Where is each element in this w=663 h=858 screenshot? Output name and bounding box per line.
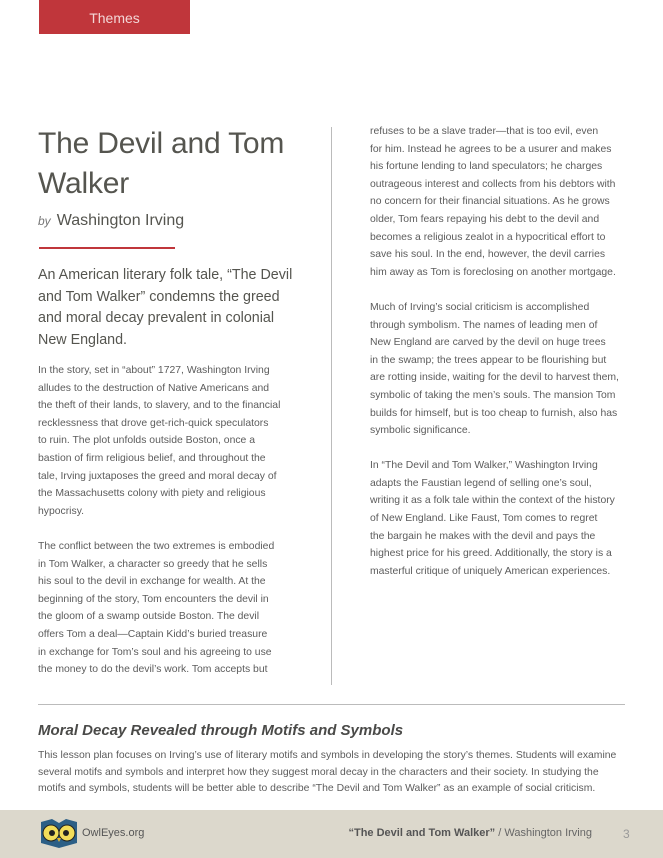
footer bbox=[0, 810, 663, 858]
owl-logo-icon bbox=[40, 819, 78, 849]
column-divider bbox=[331, 127, 332, 685]
author-name: Washington Irving bbox=[56, 212, 185, 229]
lede: An American literary folk tale, “The Devil and Tom Walker” condemns the greed and moral decay prevalent in colonial New England. bbox=[38, 267, 293, 348]
section-tag: Themes bbox=[39, 0, 190, 34]
page-number: 3 bbox=[623, 827, 630, 841]
byline bbox=[38, 212, 184, 230]
paragraph: The conflict between the two extremes is embodied in Tom Walker, a character so greedy that he sells his soul to the devil in exchange for wealth. At the beginning of the story, Tom encounters the devil in the gloom of a swamp outside Boston. The devil offers Tom a deal—Captain Kidd’s buried treasure in exchange for Tom’s soul and his agreeing to use the money to do the devil’s work. Tom accepts but bbox=[38, 540, 275, 676]
paragraph: refuses to be a slave trader—that is too evil, even for him. Instead he agrees to be a usurer and makes his fortune lending to land speculators; he charges outrageous interest and collects from his debtors with no concern for their financial situations. As he grows older, Tom fears repaying his debt to the devil and becomes a religious zealot in a hypocritical effort to save his soul. In the end, however, the devil carries him away as Tom is foreclosing on another mortgage. bbox=[370, 126, 616, 278]
byline-by: by bbox=[38, 214, 51, 228]
footer-author: / Washington Irving bbox=[495, 827, 592, 839]
footer-work-title bbox=[348, 827, 592, 839]
paragraph: In “The Devil and Tom Walker,” Washington Irving adapts the Faustian legend of selling one’s soul, writing it as a folk tale within the context of the history of New England. Like Faust, Tom comes to regret the bargain he makes with the devil and pays the highest price for his greed. Additionally, the story is a masterful critique of uniquely American experiences. bbox=[370, 460, 615, 577]
section-divider bbox=[38, 704, 625, 705]
section-heading: Moral Decay Revealed through Motifs and Symbols bbox=[38, 722, 404, 739]
right-column bbox=[370, 123, 619, 598]
paragraph: Much of Irving’s social criticism is accomplished through symbolism. The names of leading men of New England are carved by the devil on huge trees in the swamp; the trees appear to be flourishing but are rotting inside, waiting for the devil to harvest them, symbolic of taking the men’s souls. The mansion Tom builds for himself, but is too cheap to furnish, also has symbolic significance. bbox=[370, 301, 619, 437]
left-column bbox=[38, 362, 280, 696]
footer-title: “The Devil and Tom Walker” bbox=[348, 827, 496, 839]
page-title: The Devil and Tom Walker bbox=[38, 127, 285, 200]
accent-rule bbox=[39, 247, 175, 249]
section-body: This lesson plan focuses on Irving’s use of literary motifs and symbols in developing the story’s themes. Students will examine several motifs and symbols and interpret how they suggest moral decay in the characters and their society. In studying the motifs and symbols, students will be better able to describe “The Devil and Tom Walker” as an example of social criticism. bbox=[38, 750, 617, 794]
paragraph: In the story, set in “about” 1727, Washington Irving alludes to the destruction of Native Americans and the theft of their lands, to slavery, and to the financial recklessness that drove get-rich-quick speculators to ruin. The plot unfolds outside Boston, once a bastion of firm religious belief, and throughout the tale, Irving juxtaposes the greed and moral decay of the Massachusetts colony with piety and religious hypocrisy. bbox=[38, 365, 281, 517]
site-link[interactable]: OwlEyes.org bbox=[82, 827, 145, 839]
